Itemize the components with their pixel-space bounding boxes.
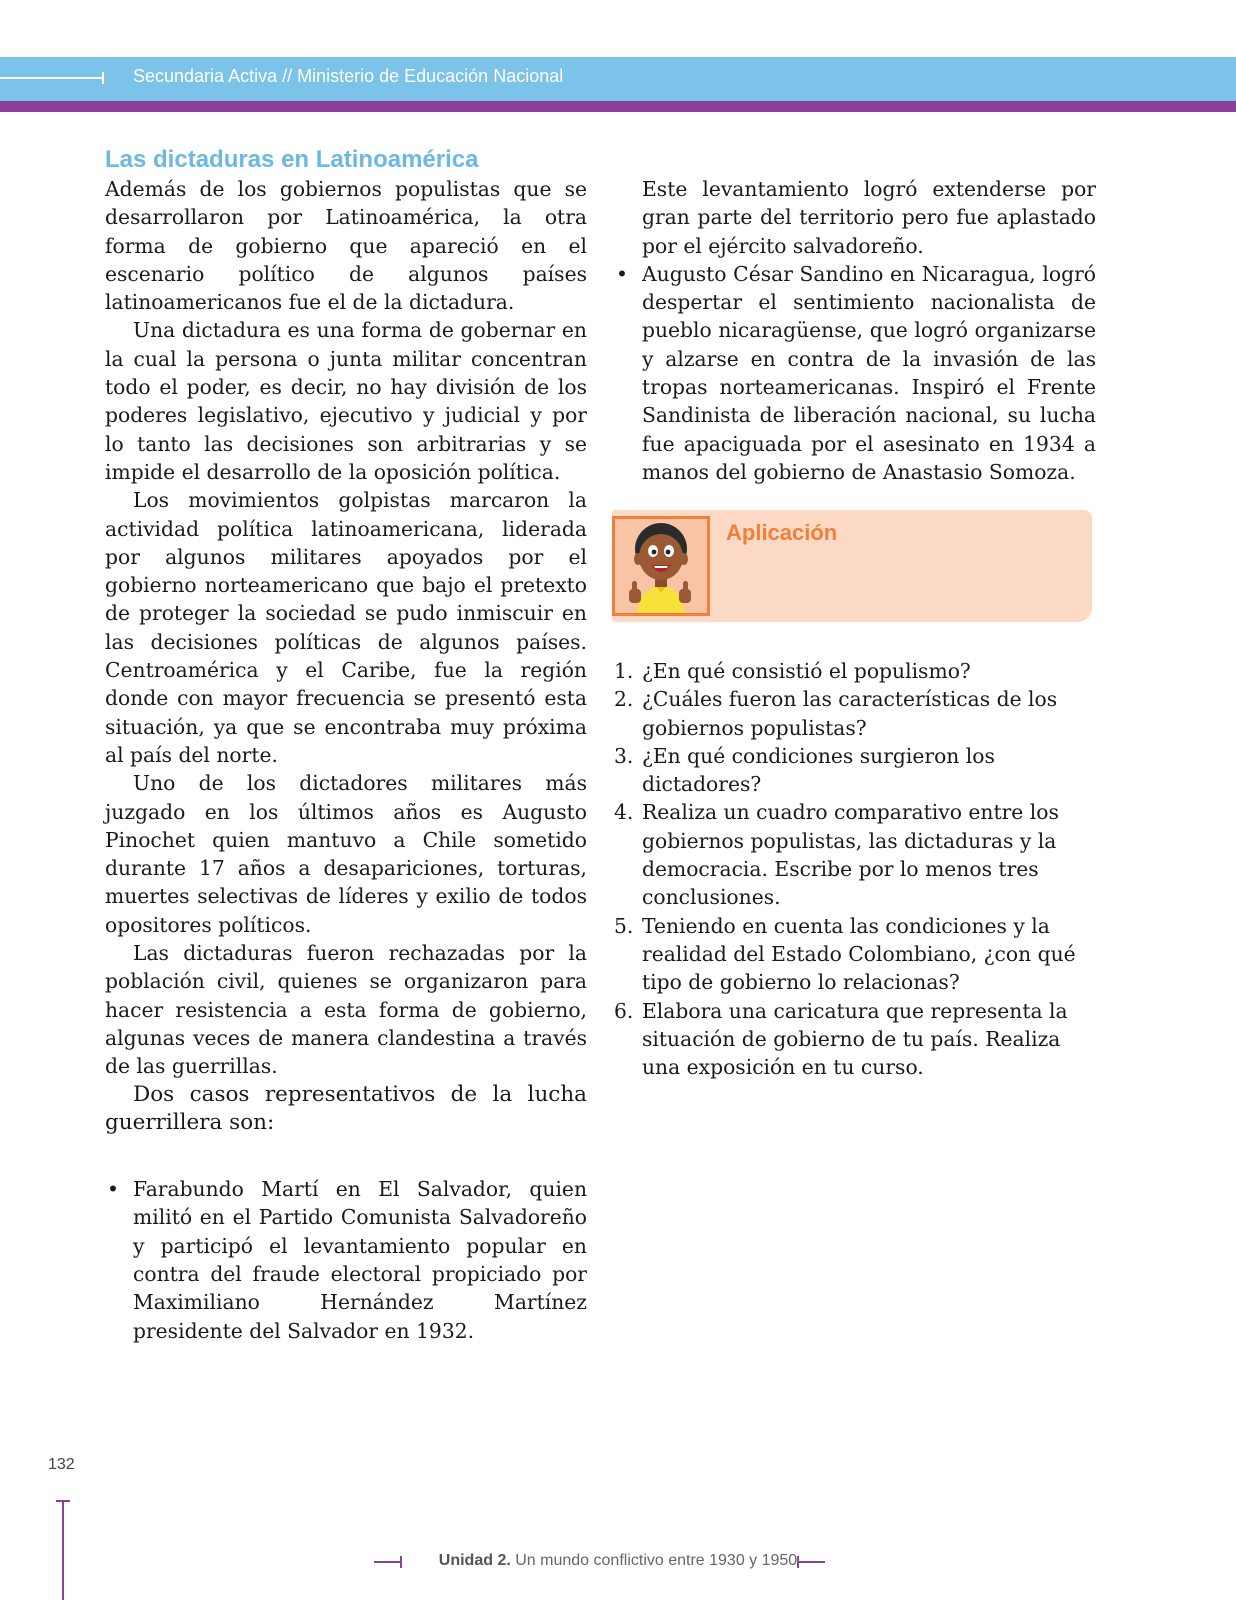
list-item [105,1175,587,1345]
paragraph: Además de los gobiernos populistas que se desarrollaron por Latinoamérica, la otra forma de gobierno que apareció en el escenario político de algunos países latinoamericanos fue el de la dictadura. [105,177,587,315]
aplicacion-title: Aplicación [726,520,838,545]
footer-rule-right-tick [797,1556,799,1568]
left-column [105,175,587,1345]
list-item [614,912,1096,997]
header-title: Secundaria Activa // Ministerio de Educación Nacional [133,66,564,86]
paragraph: Dos casos representativos de la lucha guerrillera son: [105,1081,587,1135]
header-stripe [0,101,1236,112]
header-rule-tick [102,72,104,84]
list-item [614,685,1096,742]
list-item [614,742,1096,799]
page-number: 132 [48,1456,75,1473]
footer-margin-tick [56,1500,70,1502]
list-item [614,657,1096,685]
paragraph: Los movimientos golpistas marcaron la actividad política latinoamericana, liderada por algunos militares apoyados por el gobierno norteamericano que bajo el pretexto de proteger la sociedad se pudo inmiscuir en las decisiones políticas de algunos países. Centroamérica y el Caribe, fue la región donde con mayor frecuencia se presentó esta situación, ya que se encontraba muy próxima al país del norte. [105,488,587,767]
list-item-continued: Este levantamiento logró extenderse por gran parte del territorio pero fue aplastado por el ejército salvadoreño. [642,177,1096,258]
questions-list [614,657,1096,1081]
item-number: 2. [614,687,634,712]
question-text: ¿En qué condiciones surgieron los dictadores? [642,743,995,797]
question-text: Elabora una caricatura que representa la situación de gobierno de tu país. Realiza una exposición en tu curso. [642,998,1068,1080]
paragraph: Una dictadura es una forma de gobernar en la cual la persona o junta militar concentran todo el poder, es decir, no hay división de los poderes legislativo, ejecutivo y judicial y por lo tanto las decisiones son arbitrarias y se impide el desarrollo de la oposición política. [105,318,587,484]
section-title: Las dictaduras en Latinoamérica [105,146,479,173]
list-item [614,997,1096,1082]
paragraph: Las dictaduras fueron rechazadas por la población civil, quienes se organizaron para hacer resistencia a esta forma de gobierno, algunas veces de manera clandestina a través de las guerrillas. [105,941,587,1079]
item-number: 3. [614,743,634,768]
question-text: Teniendo en cuenta las condiciones y la realidad del Estado Colombiano, ¿con qué tipo de gobierno lo relacionas? [642,913,1076,995]
item-number: 6. [614,998,634,1023]
list-item-text: Augusto César Sandino en Nicaragua, logró despertar el sentimiento nacionalista de pueblo nicaragüense, que logró organizarse y alzarse en contra de la invasión de las tropas norteamericanas. Inspiró el Frente Sandinista de liberación nacional, su lucha fue apaciguada por el asesinato en 1934 a manos del gobierno de Anastasio Somoza. [642,261,1096,484]
footer-margin-rule [62,1500,64,1600]
boy-thumbs-up-icon [612,516,710,616]
list-item [614,260,1096,486]
numbered-list [614,657,1096,1081]
guerrilla-list-continued [614,260,1096,486]
footer-title: Un mundo conflictivo entre 1930 y 1950 [515,1552,798,1569]
list-item [614,798,1096,911]
paragraph: Uno de los dictadores militares más juzgado en los últimos años es Augusto Pinochet quien mantuvo a Chile sometido durante 17 años a desapariciones, torturas, muertes selectivas de líderes y exilio de todos opositores políticos. [105,771,587,937]
item-number: 5. [614,913,634,938]
list-item-text: Farabundo Martí en El Salvador, quien militó en el Partido Comunista Salvadoreño y participó el levantamiento popular en contra del fraude electoral propiciado por Maximiliano Hernández Martínez presidente del Salvador en 1932. [133,1177,587,1343]
question-text: ¿En qué consistió el populismo? [642,659,971,683]
footer [0,1552,1236,1570]
bullet: • [616,261,628,286]
item-number: 4. [614,800,634,825]
footer-unit: Unidad 2. [438,1552,511,1569]
header-rule [0,77,104,79]
bullet: • [107,1177,119,1202]
right-column [614,175,1096,486]
footer-rule-right [797,1561,825,1563]
question-text: Realiza un cuadro comparativo entre los gobiernos populistas, las dictaduras y la democracia. Escribe por lo menos tres conclusiones. [642,800,1059,910]
guerrilla-list [105,1175,587,1345]
question-text: ¿Cuáles fueron las características de los gobiernos populistas? [642,687,1058,740]
item-number: 1. [614,659,634,683]
